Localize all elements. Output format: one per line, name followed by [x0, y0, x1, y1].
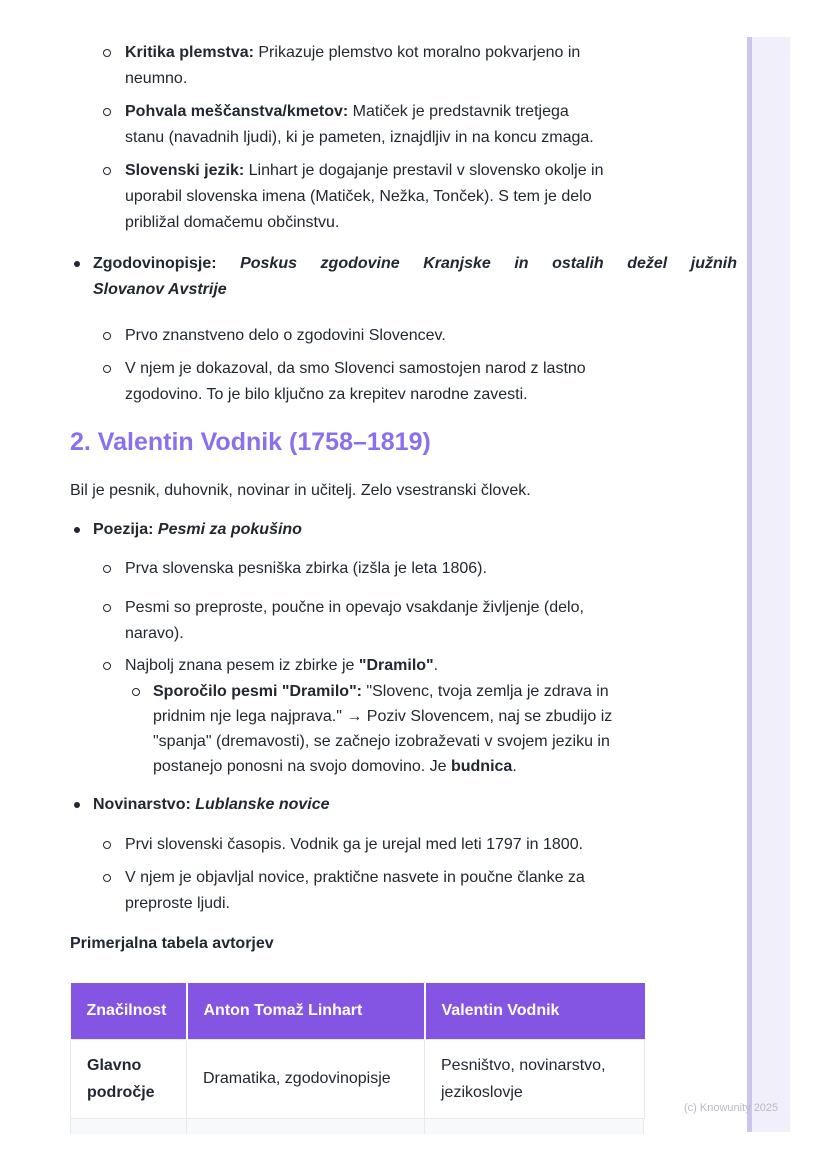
text-segment: Pesmi so preproste, poučne in opevajo vsakdanje življenje (delo,	[125, 598, 584, 616]
table-header-row	[71, 983, 645, 1040]
circle-bullet-icon	[103, 565, 111, 573]
text-segment: uporabil slovenska imena (Matiček, Nežka, Tonček). S tem je delo	[125, 188, 592, 205]
watermark: (c) Knowunity 2025	[684, 1102, 779, 1114]
circle-bullet-icon	[132, 688, 140, 696]
column-divider	[186, 1119, 187, 1134]
text-line	[93, 792, 737, 818]
list-item-pesmi-preproste	[70, 595, 737, 647]
text-segment: Slovanov Avstrije	[93, 281, 227, 298]
list-item-dramilo	[70, 653, 737, 679]
list-item-sporocilo-dramilo	[70, 679, 737, 779]
text-segment: Novinarstvo:	[93, 795, 191, 813]
text-line	[125, 158, 737, 184]
text-segment: budnica	[450, 757, 513, 775]
text-segment: .	[433, 656, 439, 674]
text-segment: Kritika plemstva:	[125, 44, 254, 61]
text-line	[125, 323, 737, 349]
text-segment: Lublanske novice	[190, 795, 330, 813]
text-segment: V njem je dokazoval, da smo Slovenci samostojen narod z lastno	[125, 360, 586, 377]
text-line	[153, 704, 737, 729]
text-segment: postanejo ponosni na svojo domovino. Je	[153, 757, 451, 775]
list-item-poezija	[70, 517, 737, 543]
circle-bullet-icon	[103, 332, 111, 340]
text-line	[125, 595, 737, 621]
circle-bullet-icon	[103, 108, 111, 116]
text-line	[93, 251, 737, 277]
text-segment: naravo).	[125, 624, 184, 642]
circle-bullet-icon	[103, 841, 111, 849]
list-item-prvo-znanstveno	[70, 323, 737, 349]
text-line	[125, 832, 737, 858]
list-item-kritika-plemstva	[70, 40, 737, 92]
text-line	[125, 865, 737, 891]
cell-vodnik-podrocje: Pesništvo, novinarstvo, jezikoslovje	[425, 1039, 645, 1118]
circle-bullet-icon	[103, 49, 111, 57]
intro-paragraph: Bil je pesnik, duhovnik, novinar in učitelj. Zelo vsestranski človek.	[70, 481, 531, 499]
circle-bullet-icon	[103, 604, 111, 612]
text-line	[153, 754, 737, 779]
section-heading-vodnik: 2. Valentin Vodnik (1758–1819)	[70, 428, 431, 456]
text-line	[125, 210, 737, 236]
list-item-objavljal-novice	[70, 865, 737, 917]
header-cell-linhart: Anton Tomaž Linhart	[187, 983, 425, 1040]
list-item-zgodovinopisje	[70, 251, 737, 303]
text-segment: "Slovenc, tvoja zemlja je zdrava in	[361, 682, 609, 700]
text-line	[93, 517, 737, 543]
text-line	[125, 40, 737, 66]
disc-bullet-icon	[74, 527, 80, 533]
text-line	[125, 621, 737, 647]
list-item-dokazoval	[70, 356, 737, 408]
next-page-edge	[752, 37, 790, 1132]
text-line	[125, 382, 737, 408]
text-segment: pridnim nje lega najprava." → Poziv Slovencem, naj se zbudijo iz	[153, 707, 613, 725]
text-line	[153, 679, 737, 704]
text-segment: Poezija:	[93, 520, 154, 538]
text-segment: Matiček je predstavnik tretjega	[348, 103, 569, 120]
text-line	[125, 556, 737, 582]
text-line	[125, 891, 737, 917]
document-content	[70, 0, 737, 1134]
text-segment: preproste ljudi.	[125, 894, 230, 912]
text-segment: približal domačemu občinstvu.	[125, 214, 340, 231]
text-segment: Poskus zgodovine Kranjske in ostalih dežel južnih	[216, 255, 737, 272]
text-segment: Najbolj znana pesem iz zbirke je	[125, 656, 359, 674]
list-item-pohvala-mescanstva	[70, 99, 737, 151]
text-segment: Prikazuje plemstvo kot moralno pokvarjeno in	[253, 44, 581, 61]
text-segment: zgodovino. To je bilo ključno za krepitev narodne zavesti.	[125, 386, 528, 403]
list-item-slovenski-jezik	[70, 158, 737, 236]
disc-bullet-icon	[74, 802, 80, 808]
text-segment: Zgodovinopisje:	[93, 255, 217, 272]
text-segment: V njem je objavljal novice, praktične nasvete in poučne članke za	[125, 868, 585, 886]
table-title: Primerjalna tabela avtorjev	[70, 934, 274, 952]
text-line	[93, 277, 737, 303]
text-segment: Slovenski jezik:	[125, 162, 245, 179]
text-line	[125, 99, 737, 125]
text-line	[153, 729, 737, 754]
header-cell-vodnik: Valentin Vodnik	[425, 983, 645, 1040]
text-segment: Pohvala meščanstva/kmetov:	[125, 103, 349, 120]
text-line	[125, 653, 737, 679]
circle-bullet-icon	[103, 874, 111, 882]
comparison-table	[70, 983, 645, 1119]
circle-bullet-icon	[103, 167, 111, 175]
cell-glavno-podrocje: Glavno področje	[71, 1039, 187, 1118]
disc-bullet-icon	[74, 261, 80, 267]
text-segment: Pesmi za pokušino	[153, 520, 302, 538]
text-segment: Prvo znanstveno delo o zgodovini Slovencev.	[125, 327, 446, 344]
text-line	[125, 66, 737, 92]
list-item-prvi-casopis	[70, 832, 737, 858]
text-segment: Prva slovenska pesniška zbirka (izšla je leta 1806).	[125, 559, 487, 577]
cell-linhart-podrocje: Dramatika, zgodovinopisje	[187, 1039, 425, 1118]
text-segment: stanu (navadnih ljudi), ki je pameten, iznajdljiv in na koncu zmaga.	[125, 129, 594, 146]
circle-bullet-icon	[103, 662, 111, 670]
list-item-novinarstvo	[70, 792, 737, 818]
circle-bullet-icon	[103, 365, 111, 373]
text-line	[125, 184, 737, 210]
text-segment: Prvi slovenski časopis. Vodnik ga je urejal med leti 1797 in 1800.	[125, 835, 584, 853]
text-segment: "Dramilo"	[358, 656, 434, 674]
text-line	[125, 356, 737, 382]
text-line	[125, 125, 737, 151]
text-segment: neumno.	[125, 70, 188, 87]
column-divider	[424, 1119, 425, 1134]
table-row	[71, 1039, 645, 1118]
header-cell-znacilnost: Značilnost	[71, 983, 187, 1040]
text-segment: Linhart je dogajanje prestavil v slovensko okolje in	[244, 162, 604, 179]
text-segment: Sporočilo pesmi "Dramilo":	[153, 682, 362, 700]
table-row-partial	[70, 1119, 644, 1134]
text-segment: "spanja" (dremavosti), se začnejo izobraževati v svojem jeziku in	[153, 732, 610, 750]
list-item-prva-zbirka	[70, 556, 737, 582]
text-segment: .	[512, 757, 517, 775]
